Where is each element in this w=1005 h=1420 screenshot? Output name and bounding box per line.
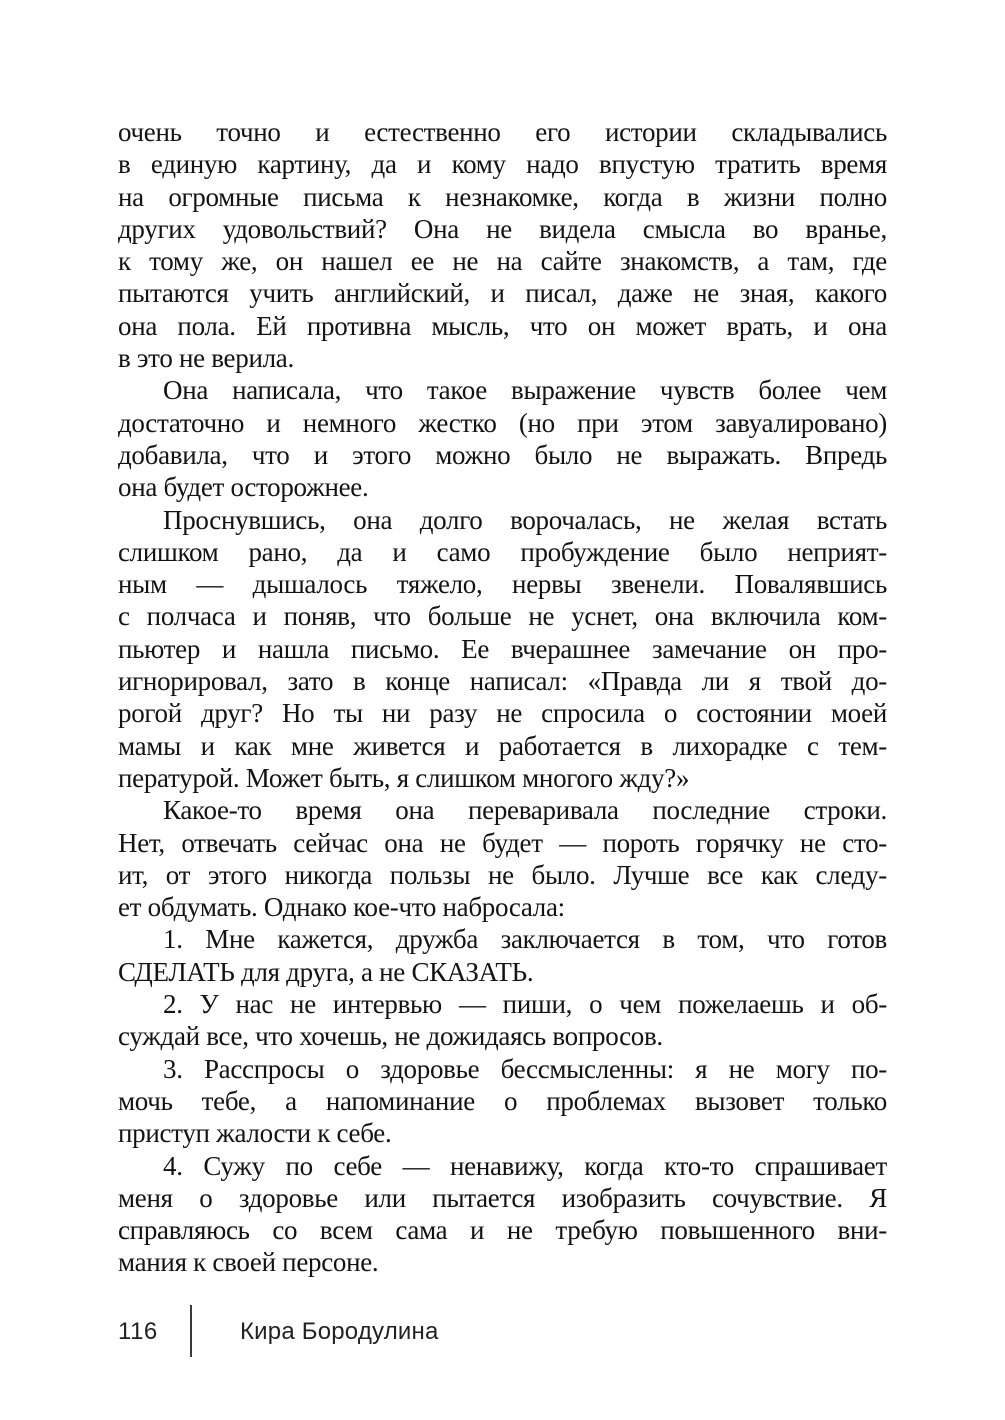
page-number: 116 — [118, 1318, 158, 1345]
text-line: в единую картину, да и кому надо впустую тратить время — [118, 149, 887, 180]
text-line: пературой. Может быть, я слишком многого жду?» — [118, 762, 690, 793]
footer-divider — [190, 1305, 192, 1357]
text-line: рогой друг? Но ты ни разу не спросила о состоянии моей — [118, 698, 887, 729]
text-line: приступ жалости к себе. — [118, 1118, 392, 1149]
paragraph — [118, 923, 887, 988]
paragraph — [118, 1053, 887, 1150]
text-line: меня о здоровье или пытается изобразить сочувствие. Я — [118, 1182, 887, 1213]
text-line: игнорировал, зато в конце написал: «Правда ли я твой до- — [118, 666, 887, 697]
text-line: ным — дышалось тяжело, нервы звенели. Повалявшись — [118, 569, 887, 600]
text-line: она пола. Ей противна мысль, что он может врать, и она — [118, 310, 887, 341]
text-line: Нет, отвечать сейчас она не будет — пороть горячку не сто- — [118, 827, 887, 858]
paragraph — [118, 116, 887, 374]
paragraph — [118, 1150, 887, 1279]
text-line: слишком рано, да и само пробуждение было неприят- — [118, 536, 887, 567]
text-line: она будет осторожнее. — [118, 472, 369, 503]
text-line: пытаются учить английский, и писал, даже не зная, какого — [118, 278, 887, 309]
running-title-author: Кира Бородулина — [240, 1318, 439, 1345]
text-line: Проснувшись, она долго ворочалась, не желая встать — [163, 504, 887, 535]
text-line: мамы и как мне живется и работается в лихорадке с тем- — [118, 730, 887, 761]
text-line: ет обдумать. Однако кое-что набросала: — [118, 892, 565, 923]
text-line: к тому же, он нашел ее не на сайте знакомств, а там, где — [118, 246, 887, 277]
text-line: справляюсь со всем сама и не требую повышенного вни- — [118, 1215, 887, 1246]
text-line: мочь тебе, а напоминание о проблемах вызовет только — [118, 1085, 887, 1116]
text-line: с полчаса и поняв, что больше не уснет, она включила ком- — [118, 601, 887, 632]
paragraph — [118, 374, 887, 503]
text-line: суждай все, что хочешь, не дожидаясь вопросов. — [118, 1021, 663, 1052]
paragraph — [118, 504, 887, 795]
text-line: на огромные письма к незнакомке, когда в жизни полно — [118, 181, 887, 212]
text-line: в это не верила. — [118, 343, 294, 374]
text-line: пьютер и нашла письмо. Ее вчерашнее замечание он про- — [118, 633, 887, 664]
text-line: СДЕЛАТЬ для друга, а не СКАЗАТЬ. — [118, 956, 534, 987]
text-line: Она написала, что такое выражение чувств более чем — [163, 375, 887, 406]
text-line: добавила, что и этого можно было не выражать. Впредь — [118, 439, 887, 470]
text-line: мания к своей персоне. — [118, 1247, 379, 1278]
text-line: Какое-то время она переваривала последние строки. — [163, 795, 887, 826]
paragraph — [118, 794, 887, 923]
text-line: 4. Сужу по себе — ненавижу, когда кто-то спрашивает — [163, 1150, 887, 1181]
text-line: достаточно и немного жестко (но при этом завуалировано) — [118, 407, 887, 438]
text-line: 2. У нас не интервью — пиши, о чем пожелаешь и об- — [163, 989, 887, 1020]
page-footer — [118, 1305, 887, 1357]
text-line: 1. Мне кажется, дружба заключается в том, что готов — [163, 924, 887, 955]
body-text — [118, 116, 887, 1279]
paragraph — [118, 988, 887, 1053]
text-line: очень точно и естественно его истории складывались — [118, 117, 887, 147]
text-line: других удовольствий? Она не видела смысла во вранье, — [118, 213, 887, 244]
text-line: 3. Расспросы о здоровье бессмысленны: я не могу по- — [163, 1053, 887, 1084]
text-line: ит, от этого никогда пользы не было. Лучше все как следу- — [118, 859, 887, 890]
